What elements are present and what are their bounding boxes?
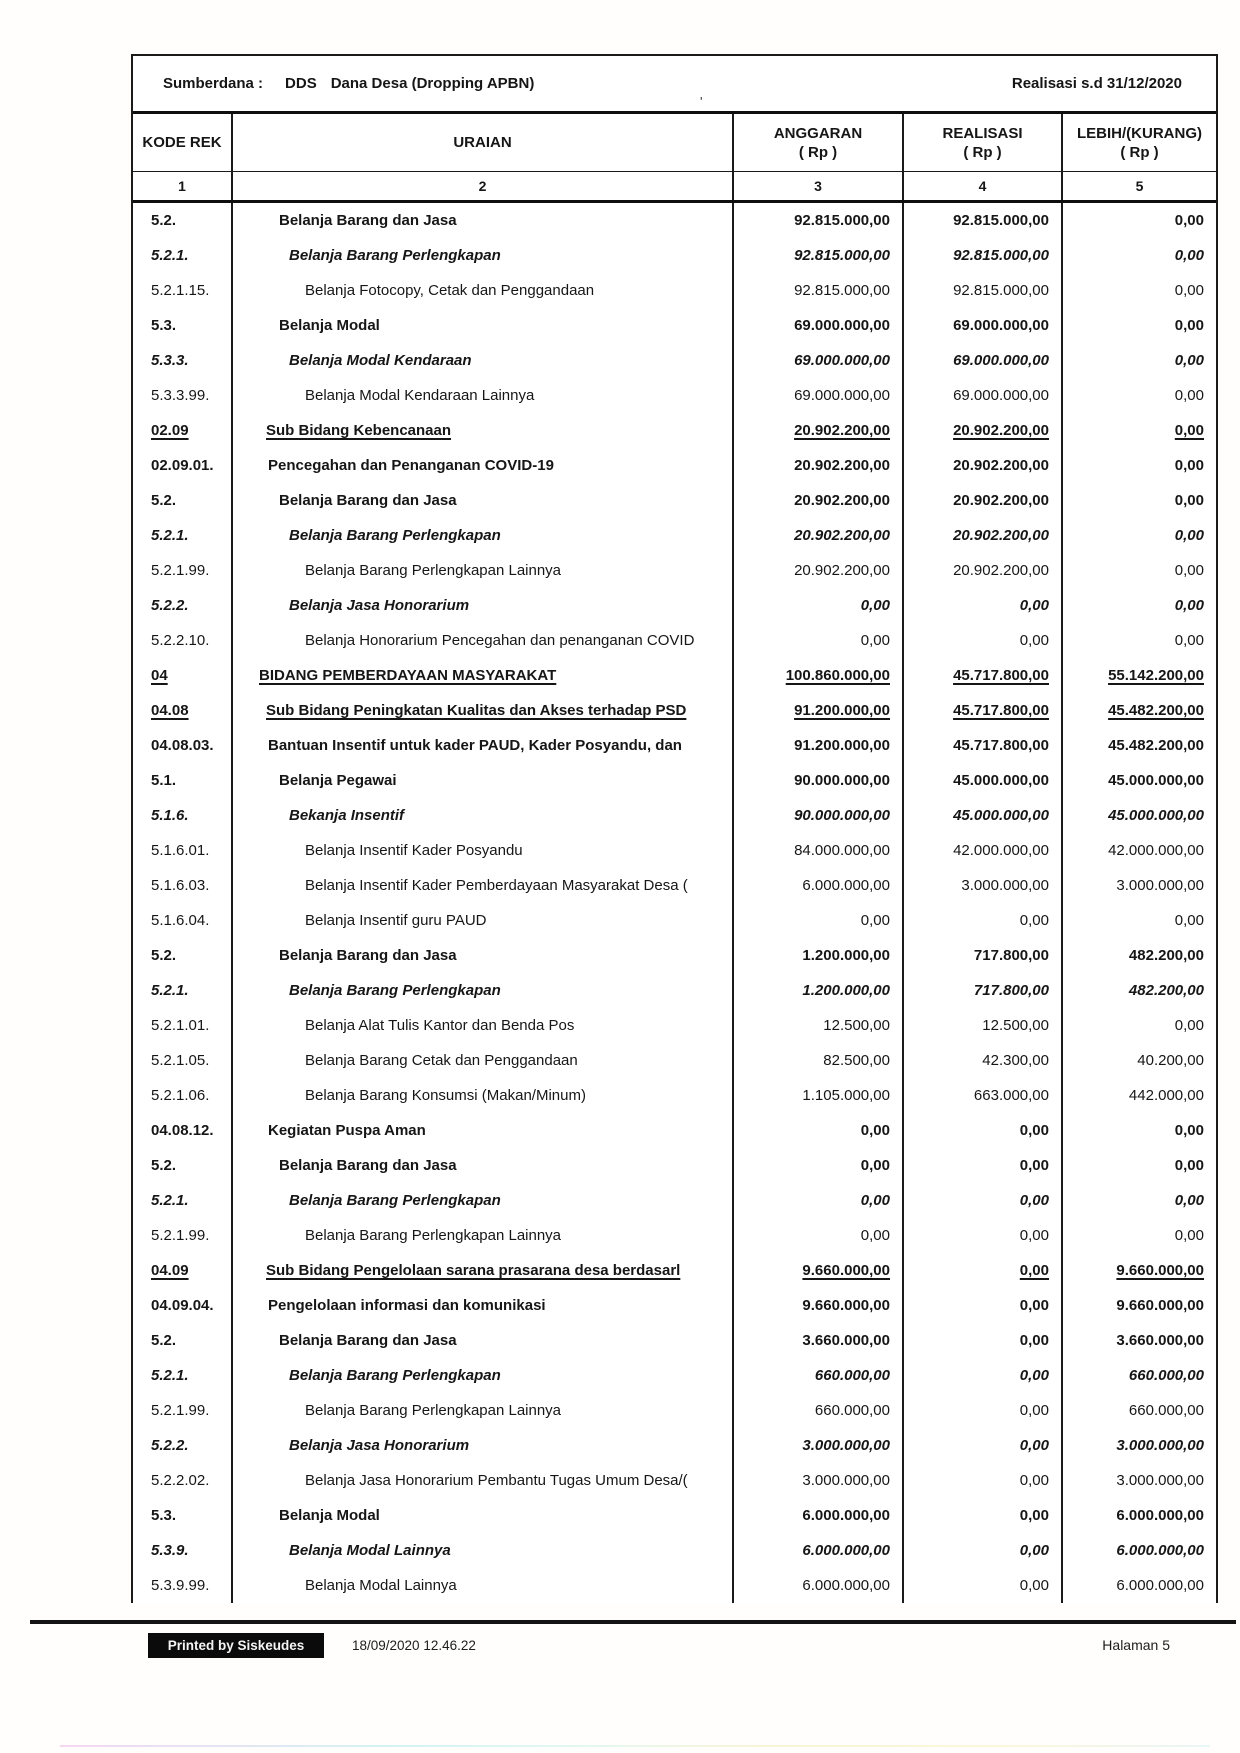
lebih-cell: 3.000.000,00 — [1061, 1428, 1216, 1463]
uraian-cell: Belanja Barang Perlengkapan — [231, 518, 732, 553]
report-table — [131, 54, 1218, 1603]
realisasi-caption: Realisasi s.d 31/12/2020 — [1011, 75, 1182, 92]
kode-cell: 5.2.1. — [151, 1192, 189, 1209]
lebih-cell: 0,00 — [1061, 203, 1216, 238]
anggaran-cell: 3.660.000,00 — [732, 1323, 902, 1358]
lebih-cell: 0,00 — [1061, 588, 1216, 623]
uraian-cell: Belanja Insentif guru PAUD — [231, 903, 732, 938]
lebih-cell: 0,00 — [1061, 413, 1216, 448]
anggaran-cell: 0,00 — [732, 1183, 902, 1218]
table-row — [133, 623, 1216, 658]
uraian-cell: Belanja Modal Lainnya — [231, 1533, 732, 1568]
scan-artifact-tick: ' — [700, 94, 703, 109]
report-header-band — [133, 56, 1216, 114]
column-number: 3 — [732, 172, 902, 200]
lebih-cell: 45.482.200,00 — [1061, 728, 1216, 763]
uraian-cell: Sub Bidang Pengelolaan sarana prasarana desa berdasarl — [231, 1253, 732, 1288]
kode-cell: 5.2.1. — [151, 1367, 189, 1384]
realisasi-cell: 0,00 — [902, 903, 1061, 938]
uraian-cell: Belanja Jasa Honorarium Pembantu Tugas Umum Desa/( — [231, 1463, 732, 1498]
realisasi-cell: 0,00 — [902, 1323, 1061, 1358]
table-row — [133, 833, 1216, 868]
table-row — [133, 1148, 1216, 1183]
realisasi-cell: 69.000.000,00 — [902, 343, 1061, 378]
uraian-cell: Sub Bidang Kebencanaan — [231, 413, 732, 448]
uraian-cell: Bekanja Insentif — [231, 798, 732, 833]
anggaran-cell: 12.500,00 — [732, 1008, 902, 1043]
lebih-cell: 0,00 — [1061, 273, 1216, 308]
realisasi-cell: 20.902.200,00 — [902, 553, 1061, 588]
realisasi-cell: 0,00 — [902, 1393, 1061, 1428]
anggaran-cell: 1.200.000,00 — [732, 973, 902, 1008]
uraian-cell: Belanja Modal Kendaraan Lainnya — [231, 378, 732, 413]
lebih-cell: 0,00 — [1061, 1148, 1216, 1183]
lebih-cell: 0,00 — [1061, 1183, 1216, 1218]
uraian-cell: Belanja Jasa Honorarium — [231, 588, 732, 623]
printed-by-badge: Printed by Siskeudes — [148, 1633, 324, 1658]
anggaran-cell: 82.500,00 — [732, 1043, 902, 1078]
lebih-cell: 6.000.000,00 — [1061, 1498, 1216, 1533]
uraian-cell: Belanja Modal — [231, 308, 732, 343]
kode-cell: 04.08 — [151, 702, 189, 719]
anggaran-cell: 0,00 — [732, 623, 902, 658]
kode-cell: 5.3.9. — [151, 1542, 189, 1559]
anggaran-cell: 1.200.000,00 — [732, 938, 902, 973]
table-row — [133, 483, 1216, 518]
lebih-cell: 40.200,00 — [1061, 1043, 1216, 1078]
column-header-kode: KODE REK — [142, 134, 222, 151]
realisasi-cell: 663.000,00 — [902, 1078, 1061, 1113]
column-number: 2 — [231, 172, 732, 200]
table-row — [133, 868, 1216, 903]
kode-cell: 04 — [151, 667, 168, 684]
kode-cell: 5.2.1.99. — [151, 1227, 210, 1244]
anggaran-cell: 92.815.000,00 — [732, 238, 902, 273]
footer-divider — [30, 1620, 1236, 1624]
table-row — [133, 1183, 1216, 1218]
lebih-cell: 0,00 — [1061, 483, 1216, 518]
realisasi-cell: 0,00 — [902, 1113, 1061, 1148]
kode-cell: 04.09 — [151, 1262, 189, 1279]
uraian-cell: BIDANG PEMBERDAYAAN MASYARAKAT — [231, 658, 732, 693]
realisasi-cell: 42.000.000,00 — [902, 833, 1061, 868]
realisasi-cell: 45.000.000,00 — [902, 763, 1061, 798]
uraian-cell: Belanja Barang Perlengkapan — [231, 238, 732, 273]
table-row — [133, 413, 1216, 448]
kode-cell: 5.2. — [151, 1332, 177, 1349]
sumberdana-name: Dana Desa (Dropping APBN) — [330, 75, 535, 92]
lebih-cell: 42.000.000,00 — [1061, 833, 1216, 868]
uraian-cell: Belanja Barang dan Jasa — [231, 1148, 732, 1183]
lebih-cell: 660.000,00 — [1061, 1358, 1216, 1393]
table-row — [133, 658, 1216, 693]
kode-cell: 5.3.9.99. — [151, 1577, 210, 1594]
uraian-cell: Belanja Barang Perlengkapan — [231, 1358, 732, 1393]
print-timestamp: 18/09/2020 12.46.22 — [352, 1638, 476, 1653]
anggaran-cell: 9.660.000,00 — [732, 1288, 902, 1323]
realisasi-cell: 42.300,00 — [902, 1043, 1061, 1078]
realisasi-cell: 45.717.800,00 — [902, 693, 1061, 728]
uraian-cell: Pengelolaan informasi dan komunikasi — [231, 1288, 732, 1323]
sumberdana — [163, 75, 534, 92]
anggaran-cell: 100.860.000,00 — [732, 658, 902, 693]
realisasi-cell: 717.800,00 — [902, 938, 1061, 973]
uraian-cell: Bantuan Insentif untuk kader PAUD, Kader Posyandu, dan — [231, 728, 732, 763]
realisasi-cell: 0,00 — [902, 1253, 1061, 1288]
anggaran-cell: 0,00 — [732, 903, 902, 938]
anggaran-cell: 6.000.000,00 — [732, 1533, 902, 1568]
table-row — [133, 728, 1216, 763]
table-row — [133, 903, 1216, 938]
column-header-realisasi: REALISASI ( Rp ) — [902, 114, 1061, 171]
realisasi-cell: 0,00 — [902, 1498, 1061, 1533]
table-row — [133, 1568, 1216, 1603]
lebih-cell: 442.000,00 — [1061, 1078, 1216, 1113]
uraian-cell: Belanja Insentif Kader Posyandu — [231, 833, 732, 868]
kode-cell: 5.2. — [151, 492, 177, 509]
kode-cell: 02.09.01. — [151, 457, 214, 474]
lebih-cell: 0,00 — [1061, 903, 1216, 938]
uraian-cell: Belanja Barang Perlengkapan — [231, 1183, 732, 1218]
realisasi-cell: 69.000.000,00 — [902, 308, 1061, 343]
kode-cell: 02.09 — [151, 422, 189, 439]
anggaran-cell: 90.000.000,00 — [732, 763, 902, 798]
uraian-cell: Belanja Alat Tulis Kantor dan Benda Pos — [231, 1008, 732, 1043]
sumberdana-label: Sumberdana : — [163, 75, 264, 92]
lebih-cell: 3.000.000,00 — [1061, 868, 1216, 903]
uraian-cell: Belanja Barang Perlengkapan Lainnya — [231, 1393, 732, 1428]
uraian-cell: Belanja Pegawai — [231, 763, 732, 798]
realisasi-cell: 92.815.000,00 — [902, 273, 1061, 308]
anggaran-cell: 91.200.000,00 — [732, 728, 902, 763]
table-row — [133, 763, 1216, 798]
lebih-cell: 6.000.000,00 — [1061, 1533, 1216, 1568]
table-row — [133, 1533, 1216, 1568]
uraian-cell: Belanja Barang Perlengkapan Lainnya — [231, 553, 732, 588]
kode-cell: 5.1. — [151, 772, 177, 789]
uraian-cell: Belanja Barang Konsumsi (Makan/Minum) — [231, 1078, 732, 1113]
table-row — [133, 1008, 1216, 1043]
realisasi-cell: 0,00 — [902, 1533, 1061, 1568]
table-row — [133, 798, 1216, 833]
lebih-cell: 0,00 — [1061, 308, 1216, 343]
uraian-cell: Pencegahan dan Penanganan COVID-19 — [231, 448, 732, 483]
anggaran-cell: 20.902.200,00 — [732, 553, 902, 588]
table-row — [133, 1043, 1216, 1078]
kode-cell: 5.2. — [151, 1157, 177, 1174]
anggaran-cell: 20.902.200,00 — [732, 448, 902, 483]
lebih-cell: 660.000,00 — [1061, 1393, 1216, 1428]
column-header-row — [133, 114, 1216, 172]
table-row — [133, 1358, 1216, 1393]
table-row — [133, 378, 1216, 413]
kode-cell: 5.3. — [151, 1507, 177, 1524]
kode-cell: 5.2.1.05. — [151, 1052, 210, 1069]
anggaran-cell: 92.815.000,00 — [732, 203, 902, 238]
table-row — [133, 448, 1216, 483]
anggaran-cell: 91.200.000,00 — [732, 693, 902, 728]
realisasi-cell: 0,00 — [902, 1218, 1061, 1253]
table-row — [133, 1218, 1216, 1253]
uraian-cell: Belanja Insentif Kader Pemberdayaan Masyarakat Desa ( — [231, 868, 732, 903]
realisasi-cell: 0,00 — [902, 588, 1061, 623]
realisasi-cell: 92.815.000,00 — [902, 238, 1061, 273]
uraian-cell: Belanja Barang Cetak dan Penggandaan — [231, 1043, 732, 1078]
column-header-anggaran: ANGGARAN ( Rp ) — [732, 114, 902, 171]
anggaran-cell: 6.000.000,00 — [732, 1498, 902, 1533]
realisasi-cell: 717.800,00 — [902, 973, 1061, 1008]
lebih-cell: 0,00 — [1061, 1218, 1216, 1253]
lebih-cell: 0,00 — [1061, 343, 1216, 378]
anggaran-cell: 20.902.200,00 — [732, 413, 902, 448]
lebih-cell: 9.660.000,00 — [1061, 1253, 1216, 1288]
anggaran-cell: 0,00 — [732, 1148, 902, 1183]
realisasi-cell: 20.902.200,00 — [902, 413, 1061, 448]
lebih-cell: 45.482.200,00 — [1061, 693, 1216, 728]
uraian-cell: Belanja Barang dan Jasa — [231, 203, 732, 238]
sumberdana-code: DDS — [285, 75, 317, 92]
lebih-cell: 9.660.000,00 — [1061, 1288, 1216, 1323]
table-row — [133, 1288, 1216, 1323]
anggaran-cell: 3.000.000,00 — [732, 1428, 902, 1463]
kode-cell: 5.3.3.99. — [151, 387, 210, 404]
anggaran-cell: 0,00 — [732, 1113, 902, 1148]
realisasi-cell: 20.902.200,00 — [902, 483, 1061, 518]
anggaran-cell: 0,00 — [732, 588, 902, 623]
anggaran-cell: 84.000.000,00 — [732, 833, 902, 868]
kode-cell: 5.2.2.10. — [151, 632, 210, 649]
uraian-cell: Kegiatan Puspa Aman — [231, 1113, 732, 1148]
table-row — [133, 588, 1216, 623]
realisasi-cell: 20.902.200,00 — [902, 518, 1061, 553]
lebih-cell: 6.000.000,00 — [1061, 1568, 1216, 1603]
uraian-cell: Belanja Fotocopy, Cetak dan Penggandaan — [231, 273, 732, 308]
realisasi-cell: 0,00 — [902, 1183, 1061, 1218]
table-row — [133, 553, 1216, 588]
column-number: 5 — [1061, 172, 1216, 200]
kode-cell: 5.1.6.03. — [151, 877, 210, 894]
uraian-cell: Belanja Barang dan Jasa — [231, 483, 732, 518]
table-row — [133, 343, 1216, 378]
lebih-cell: 0,00 — [1061, 378, 1216, 413]
uraian-cell: Belanja Modal Kendaraan — [231, 343, 732, 378]
realisasi-cell: 20.902.200,00 — [902, 448, 1061, 483]
lebih-cell: 0,00 — [1061, 238, 1216, 273]
kode-cell: 5.2. — [151, 947, 177, 964]
anggaran-cell: 9.660.000,00 — [732, 1253, 902, 1288]
lebih-cell: 0,00 — [1061, 553, 1216, 588]
lebih-cell: 0,00 — [1061, 623, 1216, 658]
page-number: Halaman 5 — [1102, 1637, 1170, 1653]
table-row — [133, 938, 1216, 973]
lebih-cell: 0,00 — [1061, 1113, 1216, 1148]
realisasi-cell: 0,00 — [902, 1568, 1061, 1603]
table-row — [133, 1113, 1216, 1148]
realisasi-cell: 0,00 — [902, 1358, 1061, 1393]
table-row — [133, 1323, 1216, 1358]
realisasi-cell: 45.717.800,00 — [902, 728, 1061, 763]
lebih-cell: 482.200,00 — [1061, 938, 1216, 973]
uraian-cell: Belanja Barang dan Jasa — [231, 938, 732, 973]
lebih-cell: 3.660.000,00 — [1061, 1323, 1216, 1358]
anggaran-cell: 6.000.000,00 — [732, 868, 902, 903]
realisasi-cell: 0,00 — [902, 1463, 1061, 1498]
kode-cell: 5.2.1. — [151, 247, 189, 264]
kode-cell: 04.09.04. — [151, 1297, 214, 1314]
uraian-cell: Belanja Modal — [231, 1498, 732, 1533]
table-row — [133, 973, 1216, 1008]
realisasi-cell: 92.815.000,00 — [902, 203, 1061, 238]
uraian-cell: Belanja Jasa Honorarium — [231, 1428, 732, 1463]
anggaran-cell: 0,00 — [732, 1218, 902, 1253]
realisasi-cell: 12.500,00 — [902, 1008, 1061, 1043]
anggaran-cell: 660.000,00 — [732, 1358, 902, 1393]
lebih-cell: 45.000.000,00 — [1061, 798, 1216, 833]
scan-artifact-edge — [60, 1745, 1210, 1747]
anggaran-cell: 1.105.000,00 — [732, 1078, 902, 1113]
uraian-cell: Belanja Barang Perlengkapan — [231, 973, 732, 1008]
kode-cell: 04.08.03. — [151, 737, 214, 754]
realisasi-cell: 0,00 — [902, 623, 1061, 658]
anggaran-cell: 69.000.000,00 — [732, 308, 902, 343]
realisasi-cell: 0,00 — [902, 1288, 1061, 1323]
realisasi-cell: 45.717.800,00 — [902, 658, 1061, 693]
lebih-cell: 0,00 — [1061, 1008, 1216, 1043]
column-number: 1 — [178, 178, 186, 194]
anggaran-cell: 6.000.000,00 — [732, 1568, 902, 1603]
uraian-cell: Belanja Barang Perlengkapan Lainnya — [231, 1218, 732, 1253]
lebih-cell: 0,00 — [1061, 448, 1216, 483]
table-row — [133, 273, 1216, 308]
realisasi-cell: 3.000.000,00 — [902, 868, 1061, 903]
table-row — [133, 308, 1216, 343]
kode-cell: 5.2.1.15. — [151, 282, 210, 299]
kode-cell: 5.1.6.04. — [151, 912, 210, 929]
anggaran-cell: 20.902.200,00 — [732, 483, 902, 518]
table-body — [133, 203, 1216, 1603]
table-row — [133, 1463, 1216, 1498]
kode-cell: 5.1.6. — [151, 807, 189, 824]
kode-cell: 5.2.1.06. — [151, 1087, 210, 1104]
kode-cell: 5.2.2.02. — [151, 1472, 210, 1489]
table-row — [133, 1253, 1216, 1288]
anggaran-cell: 69.000.000,00 — [732, 378, 902, 413]
table-row — [133, 1393, 1216, 1428]
anggaran-cell: 3.000.000,00 — [732, 1463, 902, 1498]
lebih-cell: 55.142.200,00 — [1061, 658, 1216, 693]
table-row — [133, 203, 1216, 238]
column-number: 4 — [902, 172, 1061, 200]
kode-cell: 5.2.2. — [151, 597, 189, 614]
kode-cell: 5.1.6.01. — [151, 842, 210, 859]
lebih-cell: 45.000.000,00 — [1061, 763, 1216, 798]
lebih-cell: 0,00 — [1061, 518, 1216, 553]
anggaran-cell: 90.000.000,00 — [732, 798, 902, 833]
column-header-lebih-kurang: LEBIH/(KURANG) ( Rp ) — [1061, 114, 1216, 171]
table-row — [133, 238, 1216, 273]
kode-cell: 5.2.1. — [151, 527, 189, 544]
column-header-uraian: URAIAN — [231, 114, 732, 171]
uraian-cell: Belanja Barang dan Jasa — [231, 1323, 732, 1358]
column-number-row — [133, 172, 1216, 203]
anggaran-cell: 69.000.000,00 — [732, 343, 902, 378]
realisasi-cell: 0,00 — [902, 1428, 1061, 1463]
uraian-cell: Belanja Modal Lainnya — [231, 1568, 732, 1603]
table-row — [133, 518, 1216, 553]
anggaran-cell: 20.902.200,00 — [732, 518, 902, 553]
lebih-cell: 3.000.000,00 — [1061, 1463, 1216, 1498]
kode-cell: 5.2.1.01. — [151, 1017, 210, 1034]
kode-cell: 04.08.12. — [151, 1122, 214, 1139]
realisasi-cell: 45.000.000,00 — [902, 798, 1061, 833]
kode-cell: 5.3. — [151, 317, 177, 334]
kode-cell: 5.2.1.99. — [151, 562, 210, 579]
kode-cell: 5.2.2. — [151, 1437, 189, 1454]
anggaran-cell: 92.815.000,00 — [732, 273, 902, 308]
kode-cell: 5.2.1. — [151, 982, 189, 999]
table-row — [133, 693, 1216, 728]
kode-cell: 5.3.3. — [151, 352, 189, 369]
lebih-cell: 482.200,00 — [1061, 973, 1216, 1008]
uraian-cell: Sub Bidang Peningkatan Kualitas dan Akses terhadap PSD — [231, 693, 732, 728]
table-row — [133, 1078, 1216, 1113]
table-row — [133, 1428, 1216, 1463]
table-row — [133, 1498, 1216, 1533]
realisasi-cell: 69.000.000,00 — [902, 378, 1061, 413]
anggaran-cell: 660.000,00 — [732, 1393, 902, 1428]
uraian-cell: Belanja Honorarium Pencegahan dan penanganan COVID — [231, 623, 732, 658]
kode-cell: 5.2.1.99. — [151, 1402, 210, 1419]
kode-cell: 5.2. — [151, 212, 177, 229]
realisasi-cell: 0,00 — [902, 1148, 1061, 1183]
